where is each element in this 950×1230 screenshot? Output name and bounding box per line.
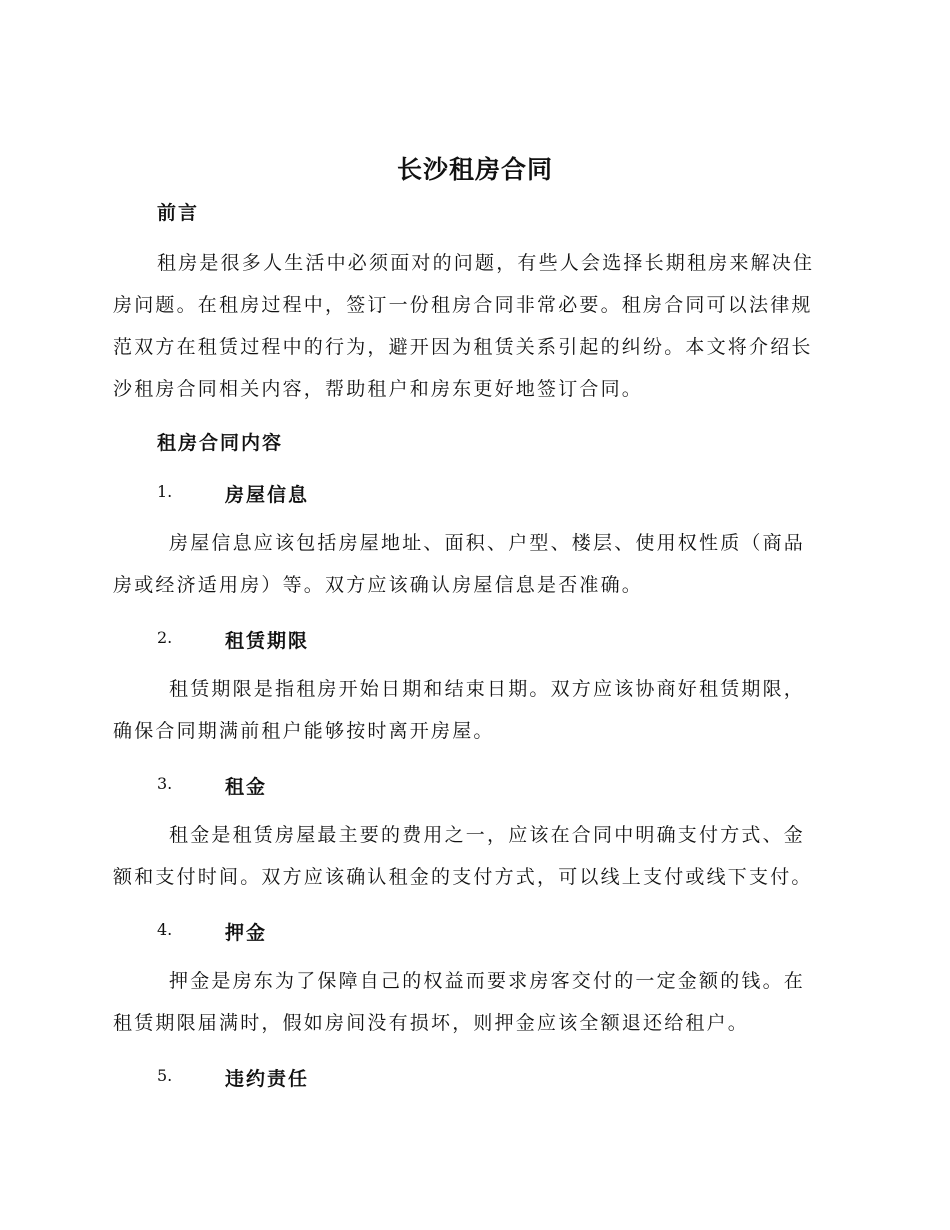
paragraph-line: 房问题。在租房过程中，签订一份租房合同非常必要。租房合同可以法律规 (113, 294, 813, 316)
section-paragraph-deposit (113, 960, 835, 1044)
paragraph-line: 确保合同期满前租户能够按时离开房屋。 (113, 720, 495, 742)
section-paragraph-lease-term (113, 668, 835, 752)
section-title: 租金 (225, 776, 268, 798)
paragraph-line: 房或经济适用房）等。双方应该确认房屋信息是否准确。 (113, 574, 644, 596)
section-number: 5. (157, 1066, 173, 1085)
paragraph-line: 租金是租赁房屋最主要的费用之一，应该在合同中明确支付方式、金 (169, 824, 806, 846)
section-number: 3. (157, 774, 173, 793)
paragraph-line: 押金是房东为了保障自己的权益而要求房客交付的一定金额的钱。在 (169, 970, 806, 992)
paragraph-line: 范双方在租赁过程中的行为，避开因为租赁关系引起的纠纷。本文将介绍长 (113, 336, 813, 358)
section-paragraph-house-info (113, 522, 835, 606)
section-number: 2. (157, 628, 173, 647)
contents-heading: 租房合同内容 (157, 432, 284, 454)
section-number: 1. (157, 482, 173, 501)
paragraph-line: 租房是很多人生活中必须面对的问题，有些人会选择长期租房来解决住 (157, 252, 815, 274)
preface-heading: 前言 (157, 202, 200, 224)
paragraph-line: 沙租房合同相关内容，帮助租户和房东更好地签订合同。 (113, 378, 644, 400)
paragraph-line: 租赁期限届满时，假如房间没有损坏，则押金应该全额退还给租户。 (113, 1012, 750, 1034)
section-paragraph-rent (113, 814, 835, 898)
paragraph-line: 房屋信息应该包括房屋地址、面积、户型、楼层、使用权性质（商品 (169, 532, 806, 554)
paragraph-line: 额和支付时间。双方应该确认租金的支付方式，可以线上支付或线下支付。 (113, 866, 813, 888)
section-title: 租赁期限 (225, 630, 310, 652)
paragraph-line: 租赁期限是指租房开始日期和结束日期。双方应该协商好租赁期限， (169, 678, 806, 700)
section-title: 违约责任 (225, 1068, 310, 1090)
section-number: 4. (157, 920, 173, 939)
section-title: 房屋信息 (225, 484, 310, 506)
document-title: 长沙租房合同 (396, 155, 553, 184)
preface-paragraph (113, 242, 835, 410)
section-title: 押金 (225, 922, 268, 944)
